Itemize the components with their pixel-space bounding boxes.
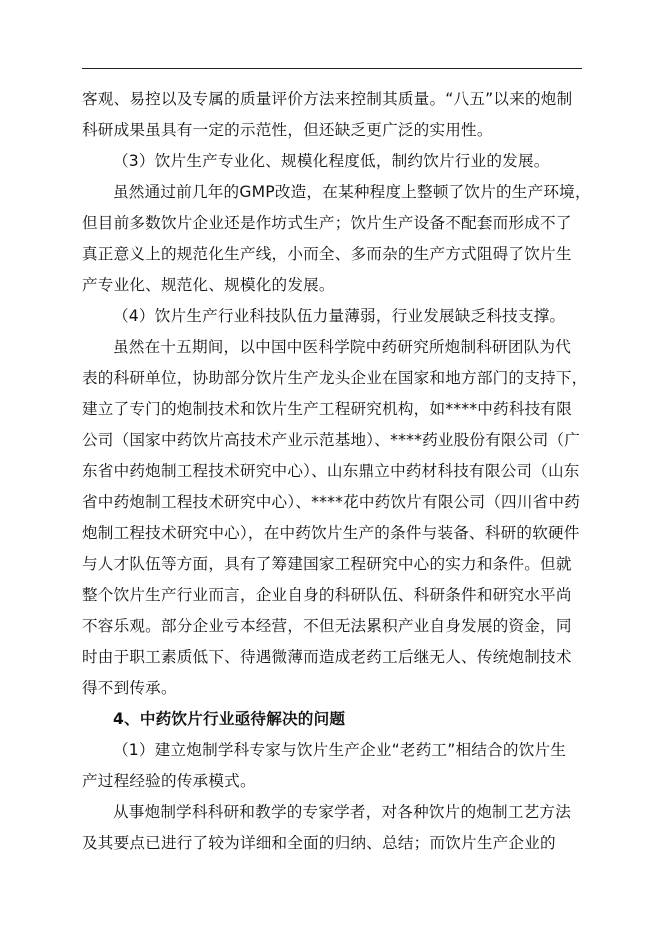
text-line: 但目前多数饮片企业还是作坊式生产；饮片生产设备不配套而形成不了 (82, 214, 572, 232)
text-line: 产过程经验的传承模式。 (82, 772, 256, 790)
document-body (82, 84, 591, 859)
text-line: 东省中药炮制工程技术研究中心）、山东鼎立中药材科技有限公司（山东 (82, 462, 580, 480)
text-line: （1）建立炮制学科专家与饮片生产企业“老药工”相结合的饮片生 (113, 741, 567, 759)
text-line: 及其要点已进行了较为详细和全面的归纳、总结；而饮片生产企业的 (82, 834, 556, 852)
header-rule (82, 68, 582, 69)
text-line: 从事炮制学科科研和教学的专家学者，对各种饮片的炮制工艺方法 (113, 803, 572, 821)
text-line: 建立了专门的炮制技术和饮片生产工程研究机构，如****中药科技有限 (82, 400, 573, 418)
text-line: 虽然通过前几年的GMP改造，在某种程度上整顿了饮片的生产环境， (113, 183, 591, 201)
text-line: 科研成果虽具有一定的示范性，但还缺乏更广泛的实用性。 (82, 121, 493, 139)
text-line: （4）饮片生产行业科技队伍力量薄弱，行业发展缺乏科技支撑。 (113, 307, 566, 325)
text-line: 省中药炮制工程技术研究中心）、****花中药饮片有限公司（四川省中药 (82, 493, 581, 511)
text-line: 客观、易控以及专属的质量评价方法来控制其质量。“八五”以来的炮制 (82, 90, 573, 108)
text-line: 时由于职工素质低下、待遇微薄而造成老药工后继无人、传统炮制技术 (82, 648, 572, 666)
text-line: （3）饮片生产专业化、规模化程度低，制约饮片行业的发展。 (113, 152, 550, 170)
text-line: 真正意义上的规范化生产线，小而全、多而杂的生产方式阻碍了饮片生 (82, 245, 572, 263)
text-line: 产专业化、规范化、规模化的发展。 (82, 276, 335, 294)
text-line: 虽然在十五期间，以中国中医科学院中药研究所炮制科研团队为代 (113, 338, 572, 356)
section-heading: 4、中药饮片行业亟待解决的问题 (113, 710, 346, 728)
text-line: 与人才队伍等方面，具有了筹建国家工程研究中心的实力和条件。但就 (82, 555, 572, 573)
text-line: 表的科研单位，协助部分饮片生产龙头企业在国家和地方部门的支持下， (82, 369, 588, 387)
text-line: 炮制工程技术研究中心），在中药饮片生产的条件与装备、科研的软硬件 (82, 524, 580, 542)
text-line: 得不到传承。 (82, 679, 177, 697)
text-line: 不容乐观。部分企业亏本经营，不但无法累积产业自身发展的资金，同 (82, 617, 572, 635)
text-line: 公司（国家中药饮片高技术产业示范基地）、****药业股份有限公司（广 (82, 431, 581, 449)
text-line: 整个饮片生产行业而言，企业自身的科研队伍、科研条件和研究水平尚 (82, 586, 572, 604)
